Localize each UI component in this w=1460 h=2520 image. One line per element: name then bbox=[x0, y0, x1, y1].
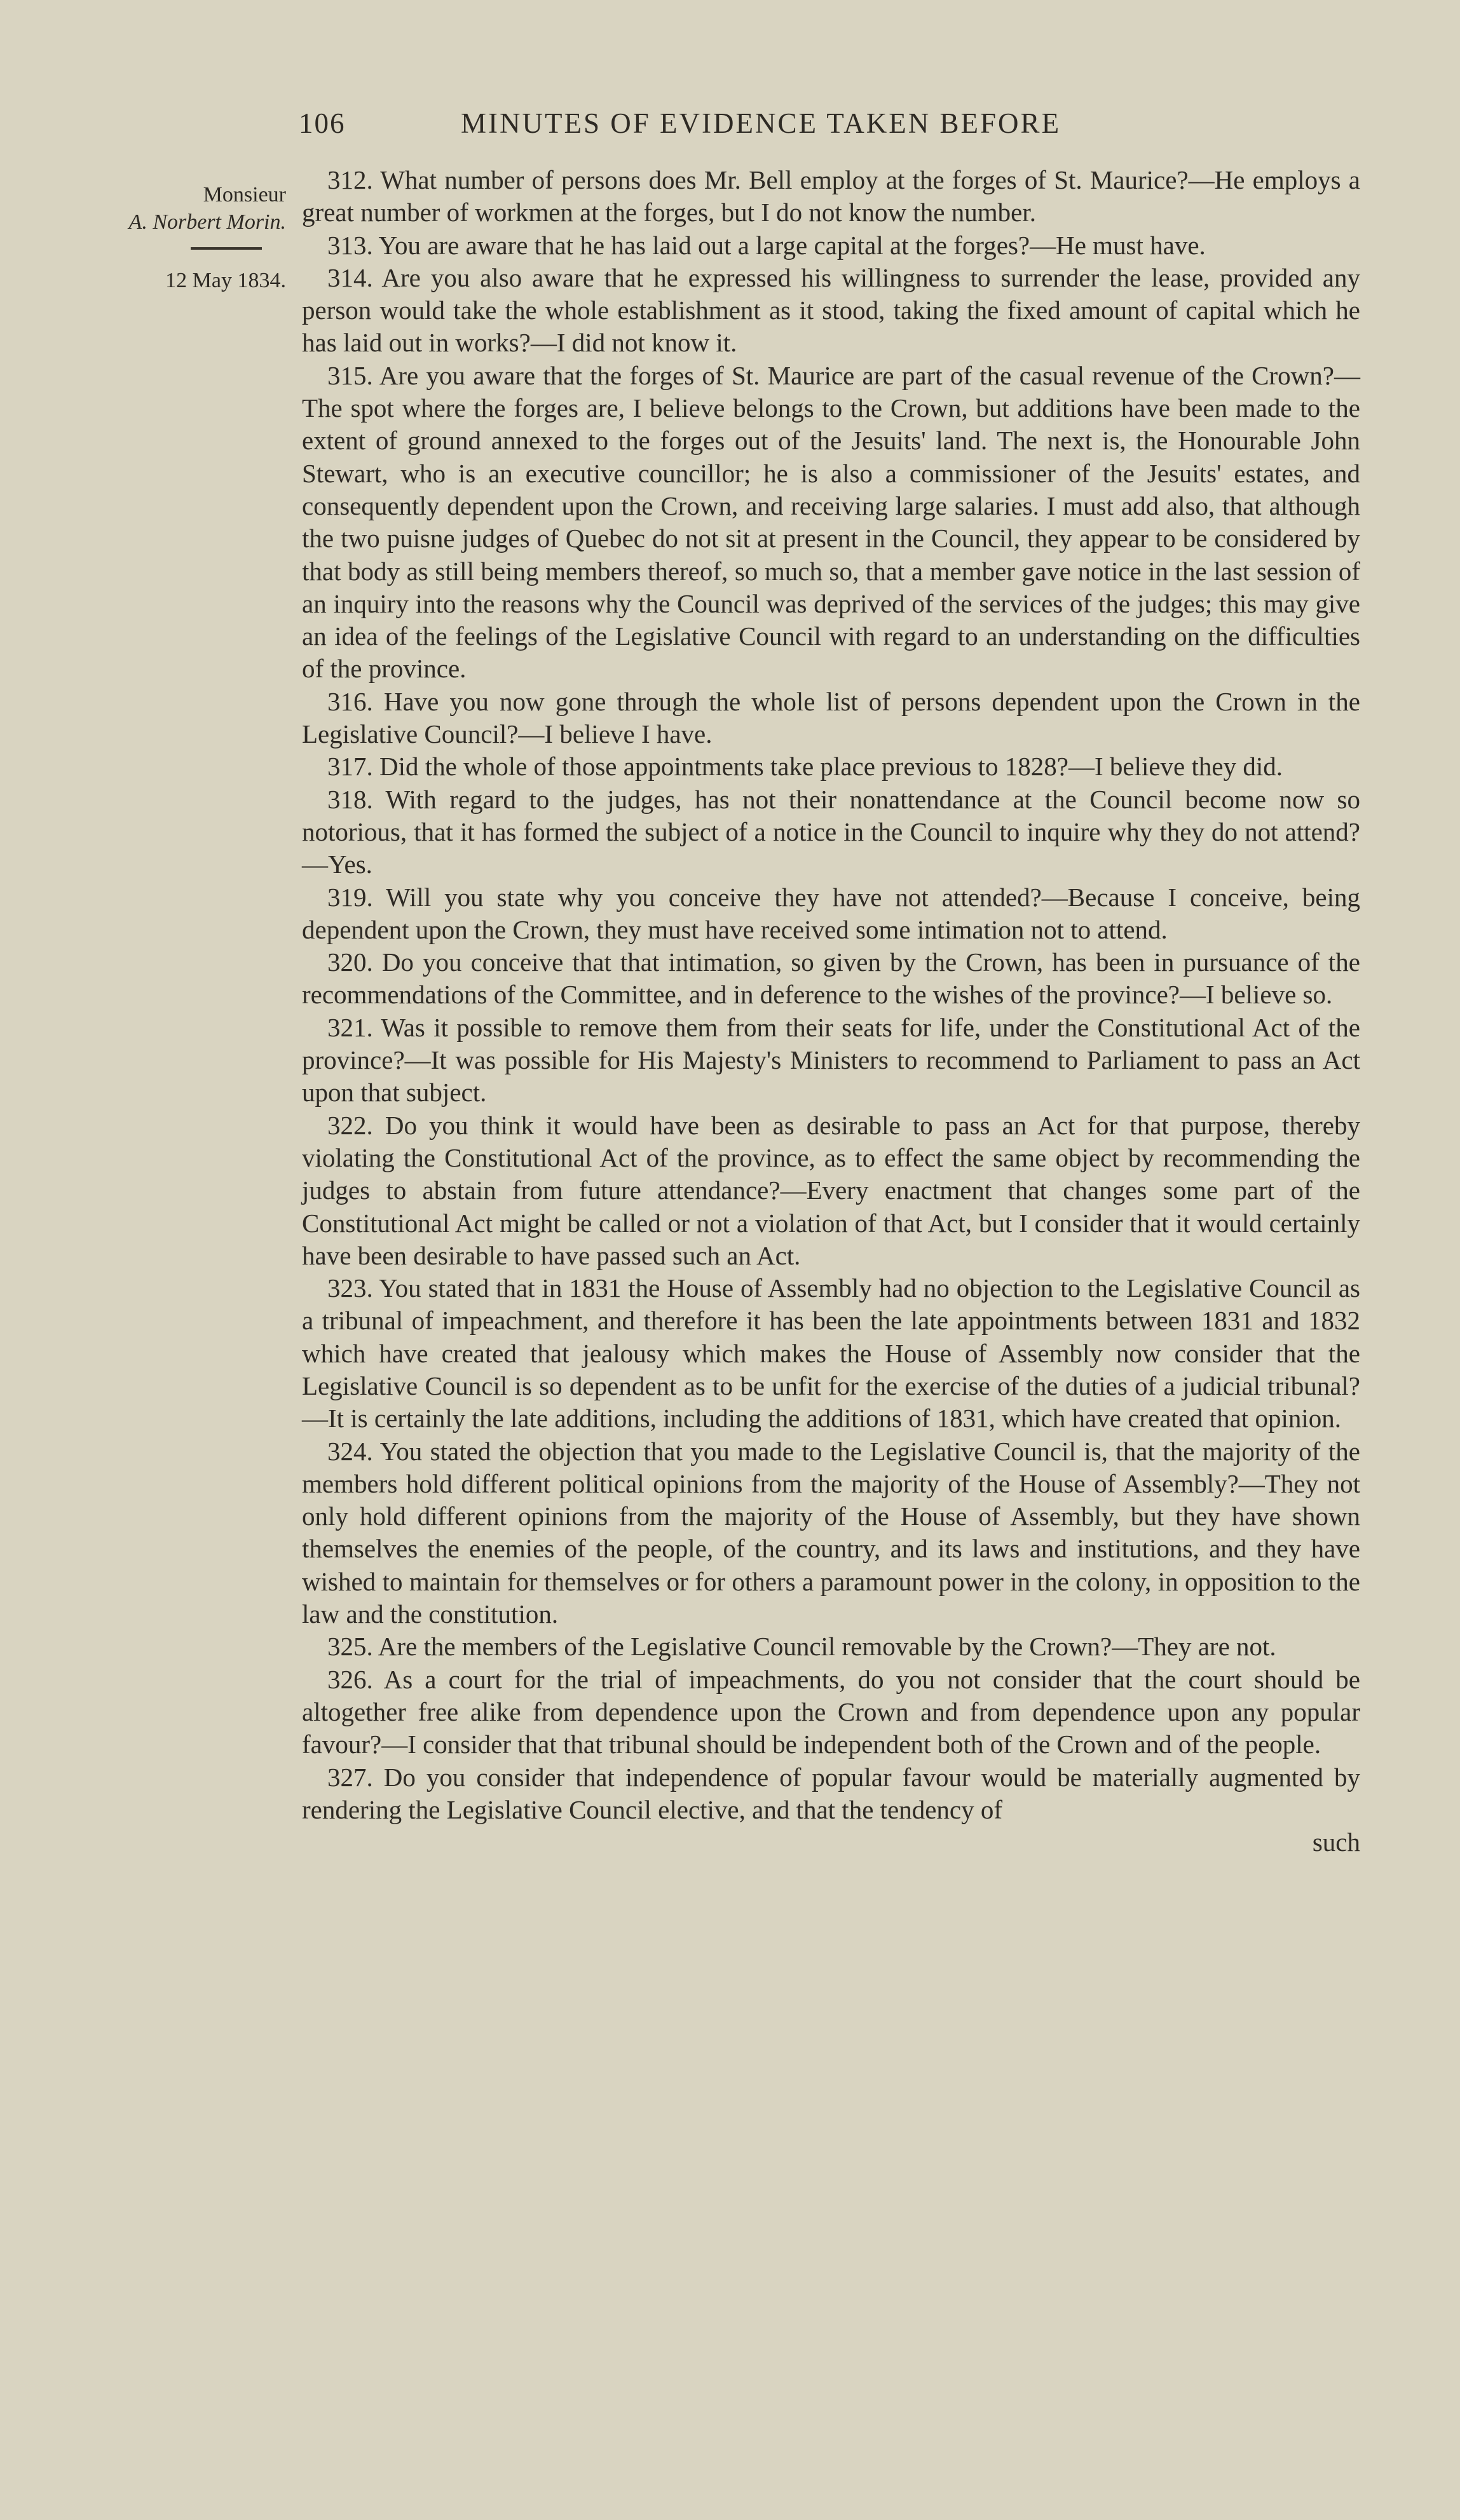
catchword: such bbox=[1312, 1827, 1360, 1857]
paragraph-322: 322. Do you think it would have been as desirable to pass an Act for that purpose, thereby violating the Constitutional Act of the province, as to effect the same object by recommending the judges to abstain from future attendance?—Every enactment that changes some part of the Constitutional Act might be called or not a violation of that Act, but I consider that it would certainly have been desirable to have passed such an Act. bbox=[302, 1110, 1360, 1270]
running-title: MINUTES OF EVIDENCE TAKEN BEFORE bbox=[461, 107, 1061, 139]
paragraph-318: 318. With regard to the judges, has not their nonattendance at the Council become now so notorious, that it has formed the subject of a notice in the Council to inquire why they do not attend?—Yes. bbox=[302, 784, 1360, 879]
witness-title: Monsieur bbox=[203, 183, 286, 207]
testimony-date: 12 May 1834. bbox=[165, 269, 286, 292]
paragraph-314: 314. Are you also aware that he expressed his willingness to surrender the lease, provided any person would take the whole establishment as it stood, taking the fixed amount of capital which he has laid out in works?—I did not know it. bbox=[302, 262, 1360, 358]
page-number: 106 bbox=[299, 107, 346, 139]
paragraph-323: 323. You stated that in 1831 the House of Assembly had no objection to the Legislative Council as a tribunal of impeachment, and therefore it has been the late appointments between 1831 and 1832 which have created that jealousy which makes the House of Assembly now consider that the Legislative Council is so dependent as to be unfit for the exercise of the duties of a judicial tribunal?—It is certainly the late additions, including the additions of 1831, which have created that opinion. bbox=[302, 1273, 1360, 1433]
page-header bbox=[299, 107, 1367, 145]
paragraph-319: 319. Will you state why you conceive they have not attended?—Because I conceive, being dependent upon the Crown, they must have received some intimation not to attend. bbox=[302, 882, 1360, 944]
paragraph-321: 321. Was it possible to remove them from their seats for life, under the Constitutional Act of the province?—It was possible for His Majesty's Ministers to recommend to Parliament to pass an Act upon that subject. bbox=[302, 1012, 1360, 1108]
paragraph-315: 315. Are you aware that the forges of St. Maurice are part of the casual revenue of the Crown?—The spot where the forges are, I believe belongs to the Crown, but additions have been made to the extent of ground annexed to the forges out of the Jesuits' land. The next is, the Honourable John Stewart, who is an executive councillor; he is also a commissioner of the Jesuits' estates, and consequently dependent upon the Crown, and receiving large salaries. I must add also, that although the two puisne judges of Quebec do not sit at present in the Council, they appear to be considered by that body as still being members thereof, so much so, that a member gave notice in the last session of an inquiry into the reasons why the Council was deprived of the services of the judges; this may give an idea of the feelings of the Legislative Council with regard to an understanding on the difficulties of the province. bbox=[302, 360, 1360, 684]
paragraph-317: 317. Did the whole of those appointments take place previous to 1828?—I believe they did. bbox=[327, 752, 1283, 782]
paragraph-327: 327. Do you consider that independence of popular favour would be materially augmented by rendering the Legislative Council elective, and that the tendency of bbox=[302, 1762, 1360, 1824]
body-text bbox=[302, 164, 1360, 1859]
paragraph-325: 325. Are the members of the Legislative Council removable by the Crown?—They are not. bbox=[327, 1632, 1276, 1662]
divider-rule bbox=[191, 247, 262, 250]
paragraph-312: 312. What number of persons does Mr. Bell employ at the forges of St. Maurice?—He employs a great number of workmen at the forges, but I do not know the number. bbox=[302, 165, 1360, 227]
paragraph-326: 326. As a court for the trial of impeachments, do you not consider that the court should be altogether free alike from dependence upon the Crown and from dependence upon any popular favour?—I consider that that tribunal should be independent both of the Crown and of the people. bbox=[302, 1664, 1360, 1759]
witness-name: A. Norbert Morin. bbox=[128, 210, 286, 234]
paragraph-324: 324. You stated the objection that you made to the Legislative Council is, that the majority of the members hold different political opinions from the majority of the House of Assembly?—They not only hold different opinions from the majority of the House of Assembly, but they have shown themselves the enemies of the people, of the country, and its laws and institutions, and they have wished to maintain for themselves or for others a paramount power in the colony, in opposition to the law and the constitution. bbox=[302, 1436, 1360, 1629]
paragraph-316: 316. Have you now gone through the whole list of persons dependent upon the Crown in the Legislative Council?—I believe I have. bbox=[302, 686, 1360, 749]
paragraph-320: 320. Do you conceive that that intimation, so given by the Crown, has been in pursuance of the recommendations of the Committee, and in deference to the wishes of the province?—I believe so. bbox=[302, 947, 1360, 1010]
paragraph-313: 313. You are aware that he has laid out a large capital at the forges?—He must have. bbox=[327, 230, 1206, 260]
